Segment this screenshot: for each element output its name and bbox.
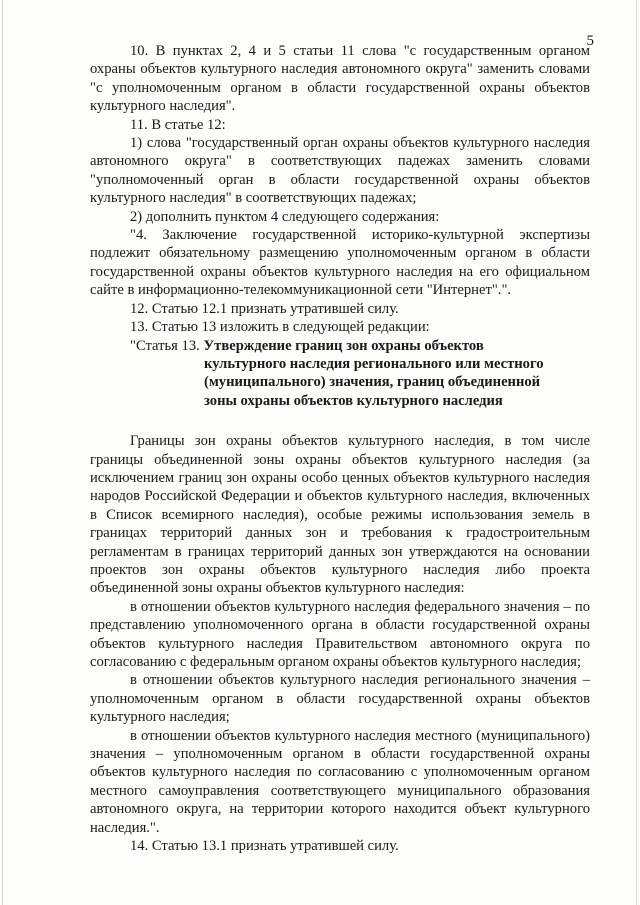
document-body [90,42,590,855]
article-heading-prefix: "Статья 13. [130,337,204,354]
article-heading-title-line-3: (муниципального) значения, границ объединенной [204,374,541,391]
paragraph-item-12: 12. Статью 12.1 признать утратившей силу. [130,300,399,317]
page-number: 5 [586,33,594,49]
paragraph-subitem-1: 1) слова "государственный орган охраны объектов культурного наследия автономного округа" в соответствующих падежах заменить словами "уполномоченный орган в области государственной охраны объектов культурного наследия" в соответствующих падежах; [90,135,590,207]
paragraph-item-14: 14. Статью 13.1 признать утратившей силу. [130,838,399,855]
paragraph-quote-point-4: "4. Заключение государственной историко-культурной экспертизы подлежит обязательному размещению уполномоченным органом в области государственной охраны объектов культурного наследия на его официальном сайте в информационно-телекоммуникационной сети "Интернет".". [90,227,590,299]
paragraph-item-10: 10. В пунктах 2, 4 и 5 статьи 11 слова "с государственным органом охраны объектов культурного наследия автономного округа" заменить словами "с уполномоченным органом в области государственной охраны объектов культурного наследия". [90,43,590,115]
paragraph-subitem-2: 2) дополнить пунктом 4 следующего содержания: [130,208,440,225]
article-heading-title-line-1: Утверждение границ зон охраны объектов [203,337,484,354]
article-heading-title-line-4: зоны охраны объектов культурного наследия [204,392,503,409]
heading-spacer [90,410,590,432]
article-heading-title-line-2: культурного наследия регионального или местного [204,355,544,372]
paragraph-item-11: 11. В статье 12: [130,116,226,133]
paragraph-item-13: 13. Статью 13 изложить в следующей редакции: [130,319,430,336]
paragraph-federal-significance: в отношении объектов культурного наследия федерального значения – по представлению уполномоченного органа в области государственной охраны объектов культурного наследия Правительством автономного округа по согласованию с федеральным органом охраны объектов культурного наследия; [90,598,590,670]
article-heading [90,337,590,355]
scan-edge-left [2,0,3,905]
paragraph-regional-significance: в отношении объектов культурного наследия регионального значения – уполномоченным органом в области государственной охраны объектов культурного наследия; [90,672,590,726]
paragraph-local-significance: в отношении объектов культурного наследия местного (муниципального) значения – уполномоченным органом в области государственной охраны объектов культурного наследия по согласованию с уполномоченным органом местного самоуправления соответствующего муниципального образования автономного округа, на территории которого находится объект культурного наследия.". [90,727,590,836]
paragraph-article-body: Границы зон охраны объектов культурного наследия, в том числе границы объединенной зоны охраны объектов культурного наследия (за исключением границ зон охраны особо ценных объектов культурного наследия народов Российской Федерации и объектов культурного наследия, включенных в Список всемирного наследия), особые режимы использования земель в границах территорий данных зон и требования к градостроительным регламентам в границах территорий данных зон утверждаются на основании проектов зон охраны объектов культурного наследия либо проекта объединенной зоны охраны объектов культурного наследия: [90,433,590,597]
scan-edge-right [636,0,637,905]
